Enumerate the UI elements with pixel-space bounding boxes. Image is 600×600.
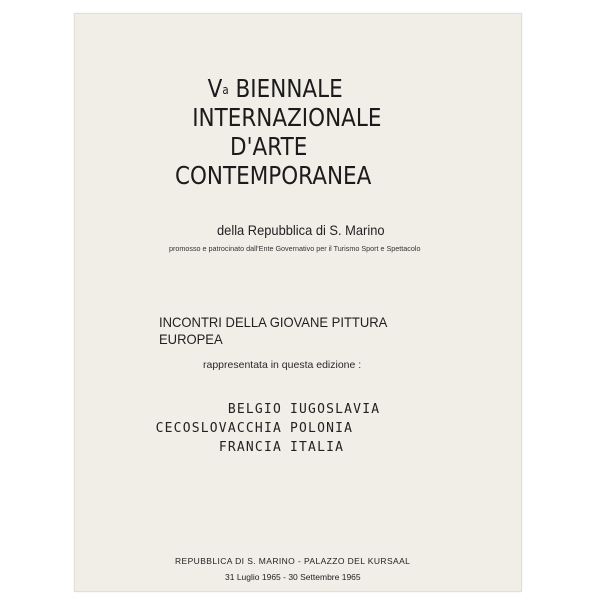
document-page [74,13,522,592]
country-right: ITALIA [290,440,345,455]
footer-place: REPUBBLICA DI S. MARINO - PALAZZO DEL KURSAAL [175,556,411,566]
section-title [159,314,387,348]
section-title-line-1: INCONTRI DELLA GIOVANE PITTURA [159,314,388,330]
country-row [133,400,380,419]
title-line-2: INTERNAZIONALE [192,103,382,132]
country-row [133,438,380,457]
country-right: POLONIA [290,421,354,436]
title-line-3: D'ARTE [230,132,308,161]
title-line-4: CONTEMPORANEA [175,161,372,190]
footer-dates: 31 Luglio 1965 - 30 Settembre 1965 [225,572,361,582]
country-left: FRANCIA [218,440,282,455]
country-row [133,419,380,438]
country-left: CECOSLOVACCHIA [155,421,282,436]
section-title-line-2: EUROPEA [159,331,223,347]
country-list [133,400,380,457]
title-line-1: $V^a$ BIENNALE [207,74,343,103]
page-title [175,74,381,190]
represented-note: rappresentata in questa edizione : [203,359,362,371]
subtitle: della Repubblica di S. Marino [217,222,385,238]
promotion-note: promosso e patrocinato dall'Ente Governativo per il Turismo Sport e Spettacolo [169,244,421,253]
country-right: IUGOSLAVIA [290,402,381,417]
country-left: BELGIO [227,402,282,417]
